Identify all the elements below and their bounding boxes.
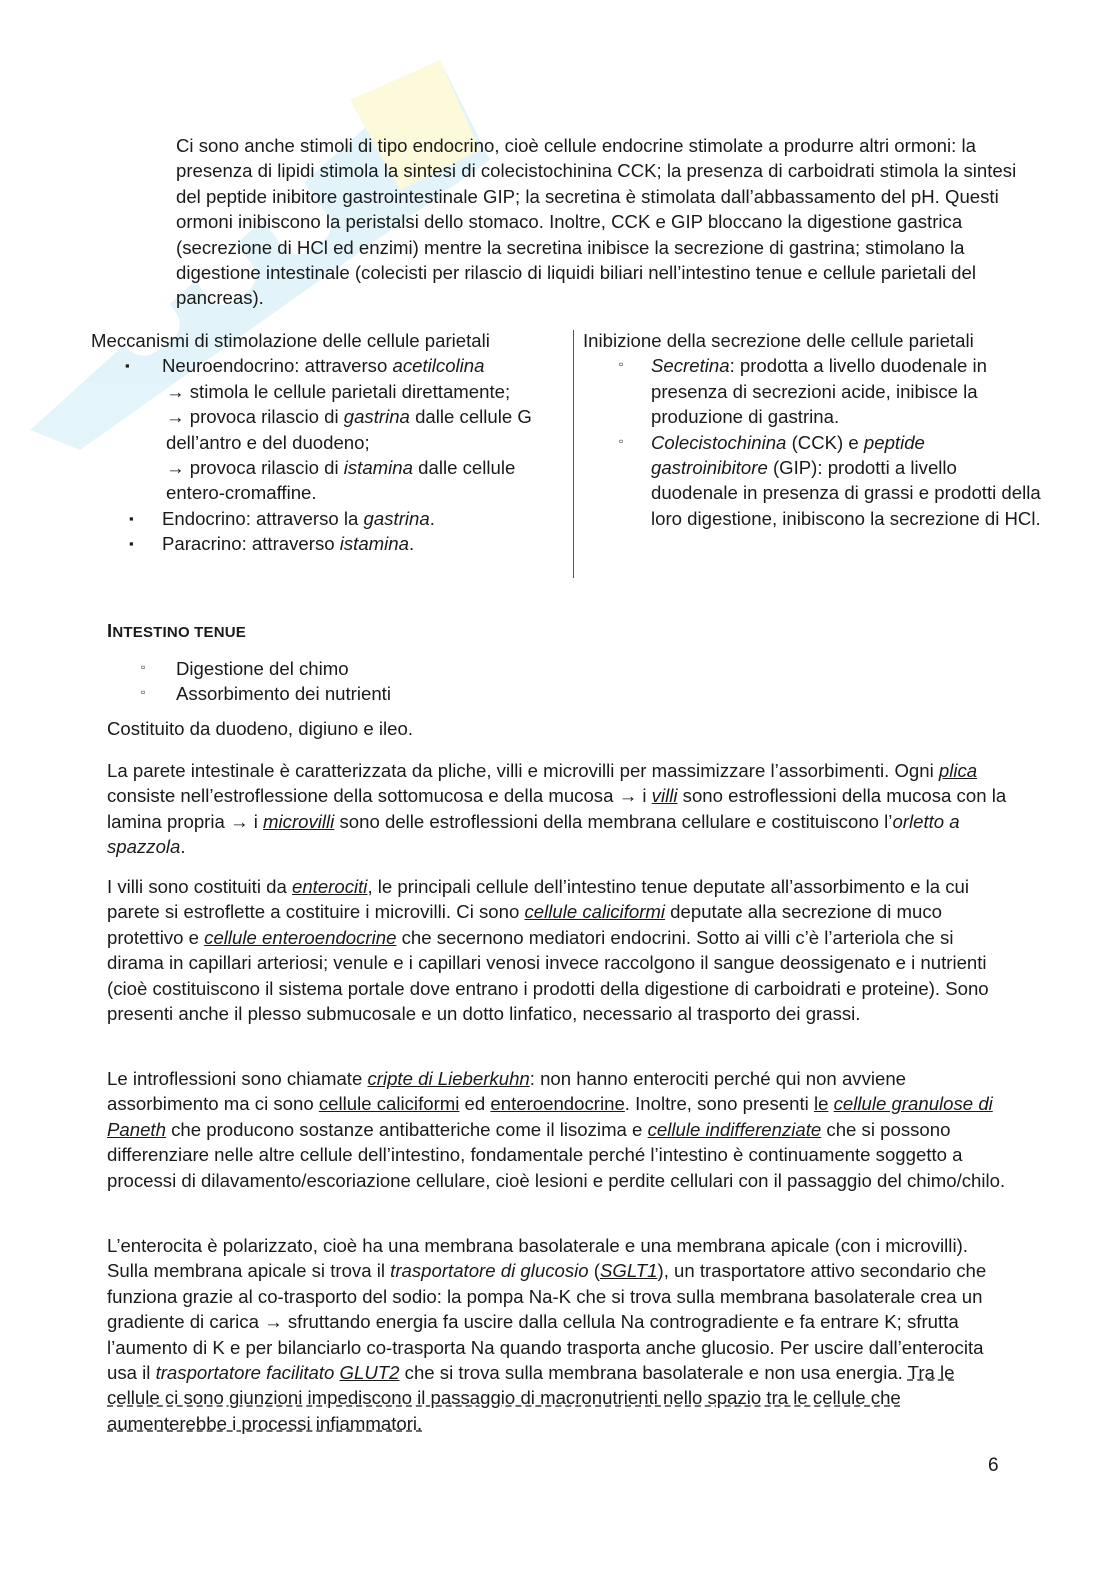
sub-line-2: → provoca rilascio di gastrina dalle cellule G dell’antro e del duodeno;	[166, 406, 532, 453]
hollow-square-bullet-icon: ▫	[141, 685, 146, 700]
paragraph-costituito: Costituito da duodeno, digiuno e ileo.	[107, 718, 413, 739]
left-column-list	[91, 353, 561, 556]
sub-line-3: → provoca rilascio di istamina dalle cellule entero-cromaffine.	[166, 457, 516, 504]
right-column-list	[583, 353, 1043, 531]
intro-text: Ci sono anche stimoli di tipo endocrino, cioè cellule endocrine stimolate a produrre altri ormoni: la presenza di lipidi stimola la sintesi di colecistochinina CCK; la presenza di carboidrati stimola la sintesi del peptide inibitore gastrointestinale GIP; la secretina è stimolata dall’abbassamento del pH. Questi ormoni inibiscono la peristalsi dello stomaco. Inoltre, CCK e GIP bloccano la digestione gastrica (secrezione di HCl ed enzimi) mentre la secretina inibisce la secrezione di gastrina; stimolano la digestione intestinale (colecisti per rilascio di liquidi biliari nell’intestino tenue e cellule parietali del pancreas).	[176, 135, 1017, 309]
hollow-square-bullet-icon: ▫	[141, 660, 146, 674]
square-bullet-icon: ▪	[125, 358, 130, 374]
intro-paragraph	[176, 133, 1036, 311]
square-bullet-icon: ▪	[129, 510, 134, 526]
list-item-endocrino: ▪ Endocrino: attraverso la gastrina.	[91, 506, 561, 531]
list-item-paracrino: ▪ Paracrino: attraverso istamina.	[91, 531, 561, 556]
paragraph-villi: I villi sono costituiti da enterociti, le principali cellule dell’intestino tenue deputate all’assorbimento e la cui parete si estroflette a costituire i microvilli. Ci sono cellule caliciformi deputate alla secrezione di muco protettivo e cellule enteroendocrine che secernono mediatori endocrini. Sotto ai villi c’è l’arteriola che si dirama in capillari arteriosi; venule e i capillari venosi invece raccolgono il sangue deossigenato e i nutrienti (cioè costituiscono il sistema portale dove entrano i prodotti della digestione di carboidrati e proteine). Sono presenti anche il plesso submucosale e un dotto linfatico, necessario al trasporto dei grassi.	[107, 876, 989, 1025]
paragraph-cripte: Le introflessioni sono chiamate cripte di Lieberkuhn: non hanno enterociti perché qui non avviene assorbimento ma ci sono cellule caliciformi ed enteroendocrine. Inoltre, sono presenti le cellule granulose di Paneth che producono sostanze antibatteriche come il lisozima e cellule indifferenziate che si possono differenziare nelle altre cellule dell’intestino, fondamentale perché l’intestino è continuamente soggetto a processi di dilavamento/escoriazione cellulare, cioè lesioni e perdite cellulari con il passaggio del chimo/chilo.	[107, 1068, 1006, 1191]
hollow-square-bullet-icon: ▫	[619, 357, 624, 372]
page-number: 6	[988, 1455, 999, 1476]
list-item-colecistochinina: ▫ Colecistochinina (CCK) e peptide gastroinibitore (GIP): prodotti a livello duodenale in presenza di grassi e prodotti della loro digestione, inibiscono la secrezione di HCl.	[583, 430, 1043, 532]
left-column-stimolazione	[91, 328, 561, 557]
list-item: ▫ Digestione del chimo	[107, 656, 391, 681]
paragraph-parete: La parete intestinale è caratterizzata da pliche, villi e microvilli per massimizzare l’assorbimenti. Ogni plica consiste nell’estroflessione della sottomucosa e della mucosa → i villi sono estroflessioni della mucosa con la lamina propria → i microvilli sono delle estroflessioni della membrana cellulare e costituiscono l’orletto a spazzola.	[107, 760, 1007, 858]
square-bullet-icon: ▪	[129, 536, 134, 552]
list-item-secretina: ▫ Secretina: prodotta a livello duodenale in presenza di secrezioni acide, inibisce la produzione di gastrina.	[583, 353, 1043, 429]
column-divider	[573, 330, 574, 578]
left-column-title: Meccanismi di stimolazione delle cellule parietali	[91, 330, 490, 351]
right-column-title: Inibizione della secrezione delle cellule parietali	[583, 330, 974, 351]
section-title-intestino-tenue: INTESTINO TENUE	[107, 620, 247, 641]
list-item: ▫ Assorbimento dei nutrienti	[107, 681, 391, 706]
sub-line-1: → stimola le cellule parietali direttamente;	[166, 380, 511, 402]
functions-list	[107, 656, 391, 707]
hollow-square-bullet-icon: ▫	[619, 433, 624, 448]
right-column-inibizione	[583, 328, 1043, 531]
dashed-underlined-sentence: Tra le cellule ci sono giunzioni impediscono il passaggio di macronutrienti nello spazio tra le cellule che aumenterebbe i processi infiammatori.	[107, 1362, 955, 1434]
paragraph-enterocita: L’enterocita è polarizzato, cioè ha una membrana basolaterale e una membrana apicale (con i microvilli). Sulla membrana apicale si trova il trasportatore di glucosio (SGLT1), un trasportatore attivo secondario che funziona grazie al co-trasporto del sodio: la pompa Na-K che si trova sulla membrana basolaterale crea un gradiente di carica → sfruttando energia fa uscire dalla cellula Na controgradiente e fa entrare K; sfrutta l’aumento di K e per bilanciarlo co-trasporta Na quando trasporta anche glucosio. Per uscire dall’enterocita usa il trasportatore facilitato GLUT2 che si trova sulla membrana basolaterale e non usa energia. Tra le cellule ci sono giunzioni impediscono il passaggio di macronutrienti nello spazio tra le cellule che aumenterebbe i processi infiammatori.	[107, 1235, 987, 1434]
list-item-neuroendocrino: ▪ Neuroendocrino: attraverso acetilcolina → stimola le cellule parietali direttamente; → provoca rilascio di gastrina dalle cellule G dell’antro e del duodeno; → provoca rilascio di istamina dalle cellule entero-cromaffine.	[91, 353, 561, 505]
